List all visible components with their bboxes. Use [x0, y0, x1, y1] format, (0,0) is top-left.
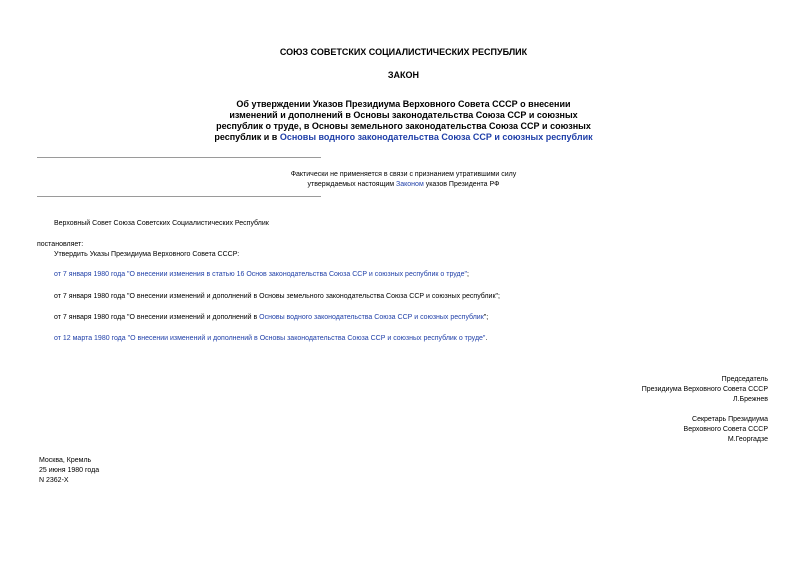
notice-prefix: утверждаемых настоящим — [307, 181, 397, 188]
decree-4-suffix: . — [485, 335, 488, 342]
decree-4-link[interactable]: от 12 марта 1980 года "О внесении изменений и дополнений в Основы законодательства Союза ССР и союзных республик о труде" — [54, 335, 486, 342]
title-line-1: Об утверждении Указов Президиума Верховного Совета СССР о внесении — [236, 99, 571, 109]
footer-date: 25 июня 1980 года — [39, 467, 100, 474]
decree-item-1 — [54, 270, 469, 279]
decree-item-4 — [54, 334, 487, 343]
title-line-4-prefix: республик и в — [214, 132, 280, 142]
chair-title-1: Председатель — [721, 376, 768, 383]
chair-name: Л.Брежнев — [733, 396, 768, 403]
notice-suffix: указов Президента РФ — [423, 181, 500, 188]
decree-item-2: от 7 января 1980 года "О внесении изменений и дополнений в Основы земельного законодательства Союза ССР и союзных республик"; — [54, 293, 500, 300]
footer-number: N 2362-X — [39, 477, 69, 484]
law-link[interactable]: Законом — [396, 181, 424, 188]
secretary-title-1: Секретарь Президиума — [692, 416, 768, 423]
decree-1-suffix: ; — [467, 271, 469, 278]
approve-text: Утвердить Указы Президиума Верховного Совета СССР: — [54, 251, 240, 258]
decree-3-suffix: "; — [483, 314, 489, 321]
secretary-title-2: Верховного Совета СССР — [683, 426, 768, 433]
resolves-text: постановляет: — [37, 241, 84, 248]
water-law-link[interactable]: Основы водного законодательства Союза ССР и союзных республик — [279, 132, 593, 142]
doc-type-heading: ЗАКОН — [387, 70, 420, 80]
divider-bottom — [37, 196, 321, 197]
secretary-name: М.Георгадзе — [727, 436, 768, 443]
union-heading: СОЮЗ СОВЕТСКИХ СОЦИАЛИСТИЧЕСКИХ РЕСПУБЛИК — [279, 47, 528, 57]
chair-title-2: Президиума Верховного Совета СССР — [641, 386, 768, 393]
notice-line-2 — [0, 180, 807, 189]
decree-3-link[interactable]: Основы водного законодательства Союза ССР и союзных республик — [259, 314, 484, 321]
decree-item-3 — [54, 313, 488, 322]
title-line-3: республик о труде, в Основы земельного законодательства Союза ССР и союзных — [216, 121, 591, 131]
divider-top — [37, 157, 321, 158]
decree-3-prefix: от 7 января 1980 года "О внесении изменений и дополнений в — [54, 314, 260, 321]
decree-1-link[interactable]: от 7 января 1980 года "О внесении изменения в статью 16 Основ законодательства Союза ССР и союзных республик о труде" — [54, 271, 467, 278]
notice-line-1: Фактически не применяется в связи с признанием утратившими силу — [290, 171, 517, 178]
issuer-text: Верховный Совет Союза Советских Социалистических Республик — [54, 220, 269, 227]
footer-place: Москва, Кремль — [39, 457, 92, 464]
title-line-2: изменений и дополнений в Основы законодательства Союза ССР и союзных — [229, 110, 578, 120]
title-line-4 — [0, 132, 807, 143]
